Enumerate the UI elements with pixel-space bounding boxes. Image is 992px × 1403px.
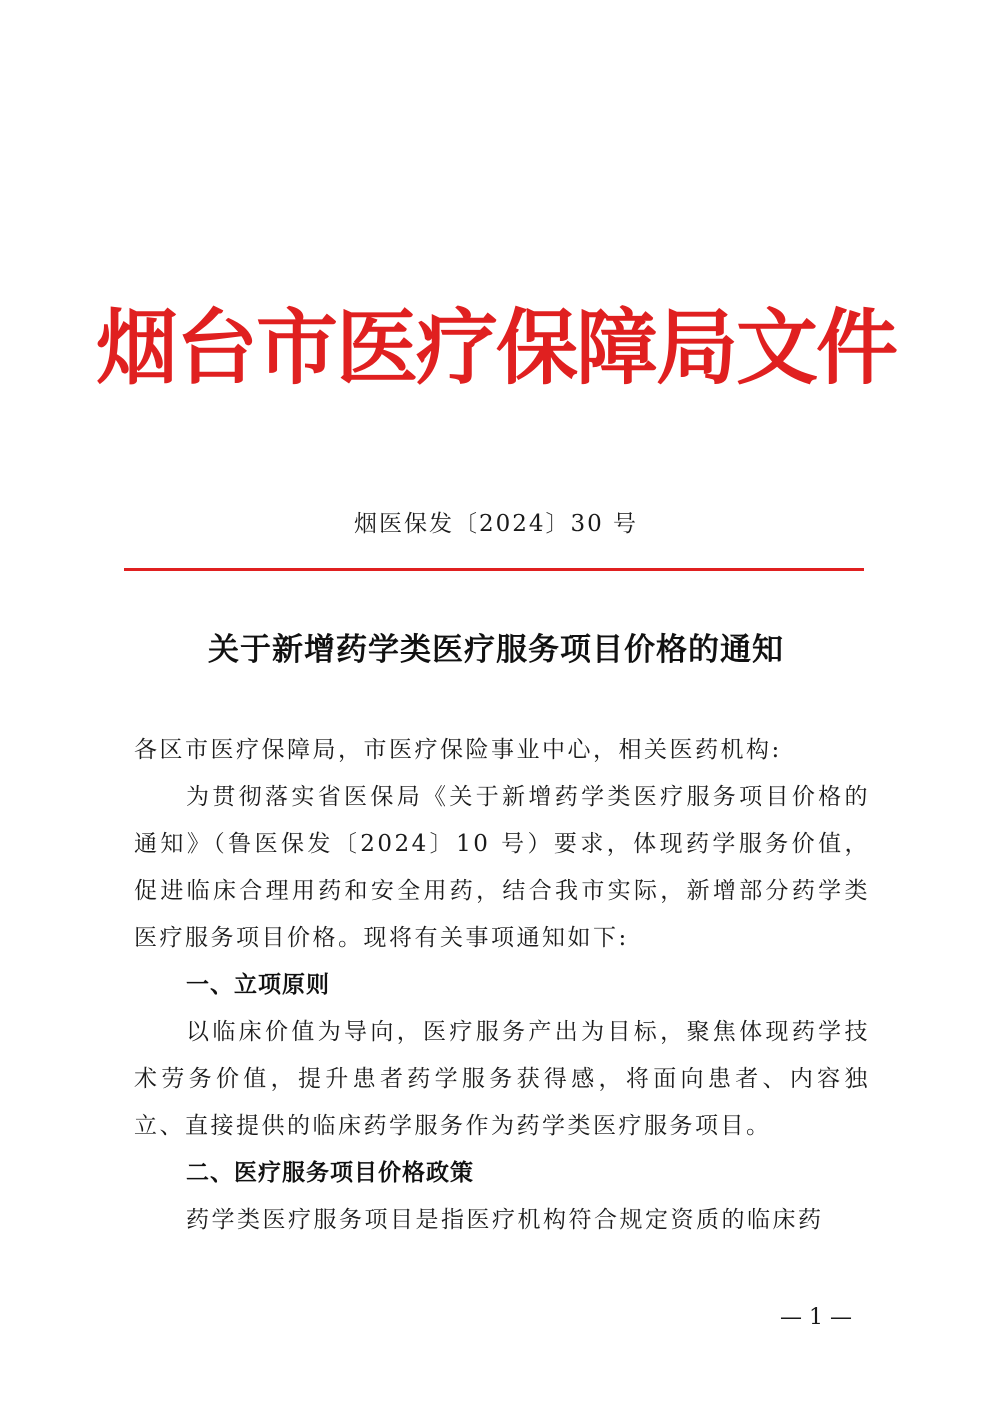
red-divider-line: [124, 568, 864, 571]
paragraph-principles: 以临床价值为导向，医疗服务产出为目标，聚焦体现药学技术劳务价值，提升患者药学服务获得感，将面向患者、内容独立、直接提供的临床药学服务作为药学类医疗服务项目。: [134, 1019, 870, 1139]
paragraph-intro: 为贯彻落实省医保局《关于新增药学类医疗服务项目价格的通知》（鲁医保发〔2024〕10 号）要求，体现药学服务价值，促进临床合理用药和安全用药，结合我市实际，新增部分药学类医疗服务项目价格。现将有关事项通知如下:: [134, 784, 870, 951]
issuer-masthead: 烟台市医疗保障局文件: [95, 300, 896, 396]
document-title: 关于新增药学类医疗服务项目价格的通知: [208, 632, 784, 668]
page-number: — 1 —: [780, 1305, 852, 1330]
document-number: 烟医保发〔2024〕30 号: [353, 511, 639, 537]
paragraph-pricing-policy: 药学类医疗服务项目是指医疗机构符合规定资质的临床药: [186, 1207, 824, 1233]
section-heading-1: 一、立项原则: [186, 972, 330, 998]
section-heading-2: 二、医疗服务项目价格政策: [186, 1160, 474, 1186]
salutation: 各区市医疗保障局，市医疗保险事业中心，相关医药机构:: [134, 737, 782, 763]
